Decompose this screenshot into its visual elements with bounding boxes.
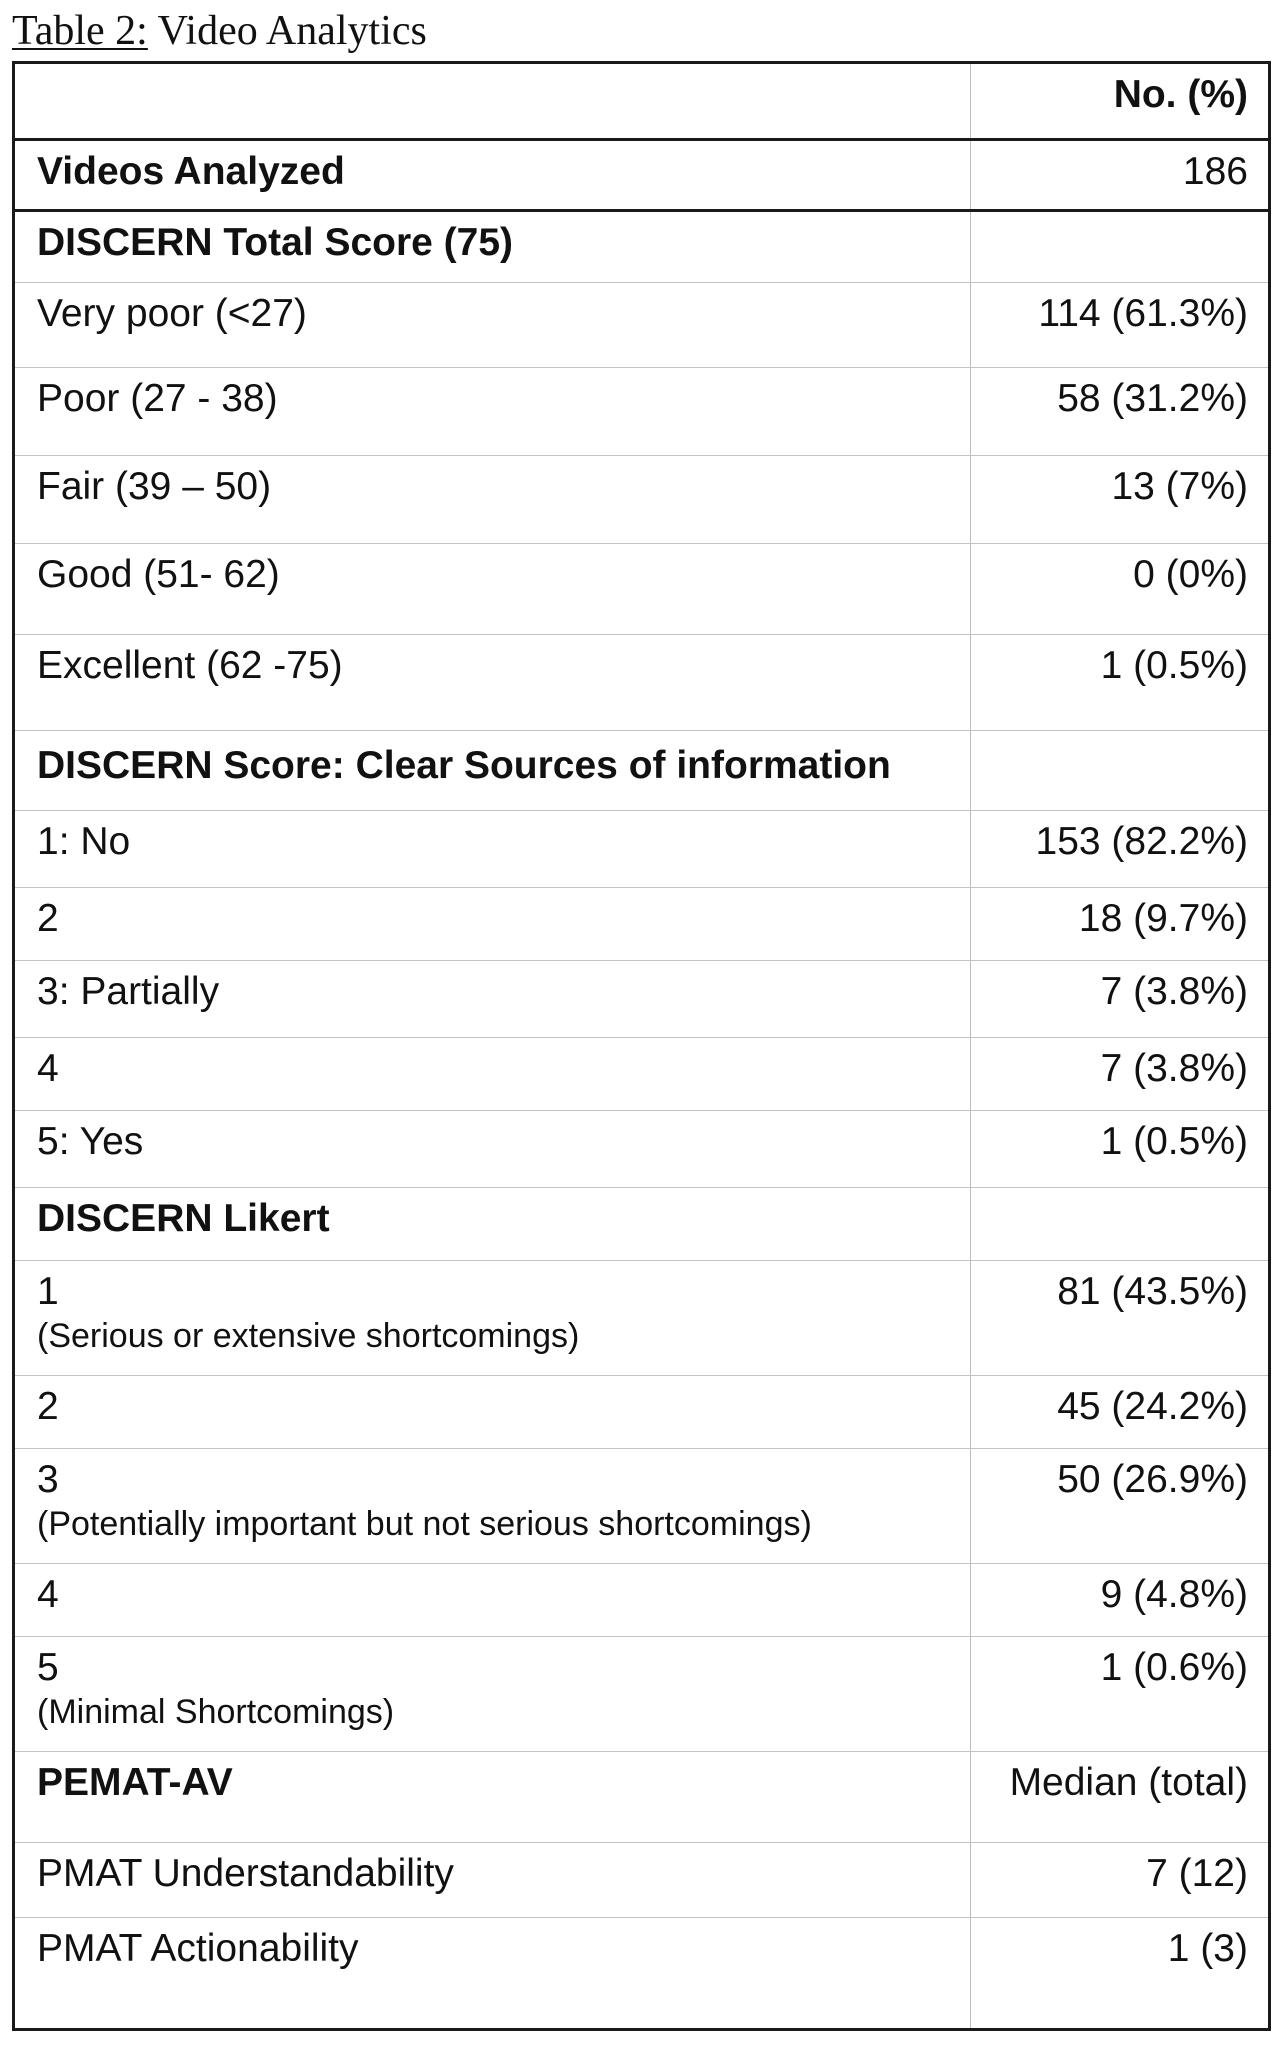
row-value: 7 (3.8%) xyxy=(1100,970,1248,1013)
row-label: 3: Partially xyxy=(37,970,220,1013)
table-row xyxy=(15,456,1268,544)
row-value: 7 (12) xyxy=(1146,1852,1248,1895)
row-label: Good (51- 62) xyxy=(37,553,280,596)
table-row xyxy=(15,1261,1268,1376)
row-label: 4 xyxy=(37,1047,59,1090)
row-label: 4 xyxy=(37,1573,59,1616)
likert-score: 5 xyxy=(37,1646,59,1689)
section-label: DISCERN Score: Clear Sources of information xyxy=(37,744,891,787)
row-value: 1 (0.6%) xyxy=(1100,1646,1248,1689)
row-label: 2 xyxy=(37,1385,59,1428)
likert-score: 1 xyxy=(37,1270,59,1313)
likert-description: (Minimal Shortcomings) xyxy=(37,1693,395,1731)
table-row xyxy=(15,635,1268,731)
table-row xyxy=(15,961,1268,1038)
analytics-table xyxy=(12,61,1271,2031)
row-value: 50 (26.9%) xyxy=(1057,1458,1248,1501)
row-label xyxy=(37,1269,579,1357)
table-number: Table 2: xyxy=(12,8,148,54)
table-row xyxy=(15,888,1268,961)
table-row xyxy=(15,1918,1268,2028)
table-title: Video Analytics xyxy=(147,8,427,54)
row-value: 1 (3) xyxy=(1167,1927,1248,1970)
row-value: 1 (0.5%) xyxy=(1100,1120,1248,1163)
table-caption xyxy=(12,6,427,56)
row-label: 5: Yes xyxy=(37,1120,144,1163)
row-label: Poor (27 - 38) xyxy=(37,377,278,420)
row-value: 81 (43.5%) xyxy=(1057,1270,1248,1313)
row-value: 114 (61.3%) xyxy=(1038,292,1248,335)
row-value: 18 (9.7%) xyxy=(1078,897,1248,940)
likert-score: 3 xyxy=(37,1458,59,1501)
table-row xyxy=(15,544,1268,635)
section-row xyxy=(15,212,1268,283)
header-number-percent: No. (%) xyxy=(1113,73,1248,116)
row-label: Videos Analyzed xyxy=(37,150,345,193)
section-row xyxy=(15,1752,1268,1843)
table-row xyxy=(15,1637,1268,1752)
row-value: 45 (24.2%) xyxy=(1057,1385,1248,1428)
row-value: 9 (4.8%) xyxy=(1100,1573,1248,1616)
section-label: PEMAT-AV xyxy=(37,1761,233,1804)
table-row xyxy=(15,1449,1268,1564)
row-value: 186 xyxy=(1182,150,1248,193)
table-row xyxy=(15,811,1268,888)
row-label: Excellent (62 -75) xyxy=(37,644,343,687)
row-label: 2 xyxy=(37,897,59,940)
table-row xyxy=(15,1111,1268,1188)
row-label: PMAT Understandability xyxy=(37,1852,454,1895)
table-row xyxy=(15,1843,1268,1918)
section-row xyxy=(15,731,1268,811)
table-row xyxy=(15,141,1268,212)
row-value: 13 (7%) xyxy=(1111,465,1248,508)
section-row xyxy=(15,1188,1268,1261)
section-label: DISCERN Likert xyxy=(37,1197,330,1240)
row-value: 1 (0.5%) xyxy=(1100,644,1248,687)
table-row xyxy=(15,1038,1268,1111)
row-label xyxy=(37,1645,394,1733)
likert-description: (Potentially important but not serious shortcomings) xyxy=(37,1505,812,1543)
likert-description: (Serious or extensive shortcomings) xyxy=(37,1317,580,1355)
header-row xyxy=(15,64,1268,141)
row-value: 7 (3.8%) xyxy=(1100,1047,1248,1090)
row-value: 0 (0%) xyxy=(1133,553,1248,596)
row-label: 1: No xyxy=(37,820,131,863)
table-row xyxy=(15,1376,1268,1449)
row-label: Fair (39 – 50) xyxy=(37,465,272,508)
row-value: 58 (31.2%) xyxy=(1057,377,1248,420)
table-row xyxy=(15,368,1268,456)
table-row xyxy=(15,283,1268,368)
row-label: PMAT Actionability xyxy=(37,1927,359,1970)
section-label: DISCERN Total Score (75) xyxy=(37,221,514,264)
row-label: Very poor (<27) xyxy=(37,292,307,335)
row-value: Median (total) xyxy=(1009,1761,1248,1804)
row-value: 153 (82.2%) xyxy=(1035,820,1248,863)
table-row xyxy=(15,1564,1268,1637)
row-label xyxy=(37,1457,812,1545)
